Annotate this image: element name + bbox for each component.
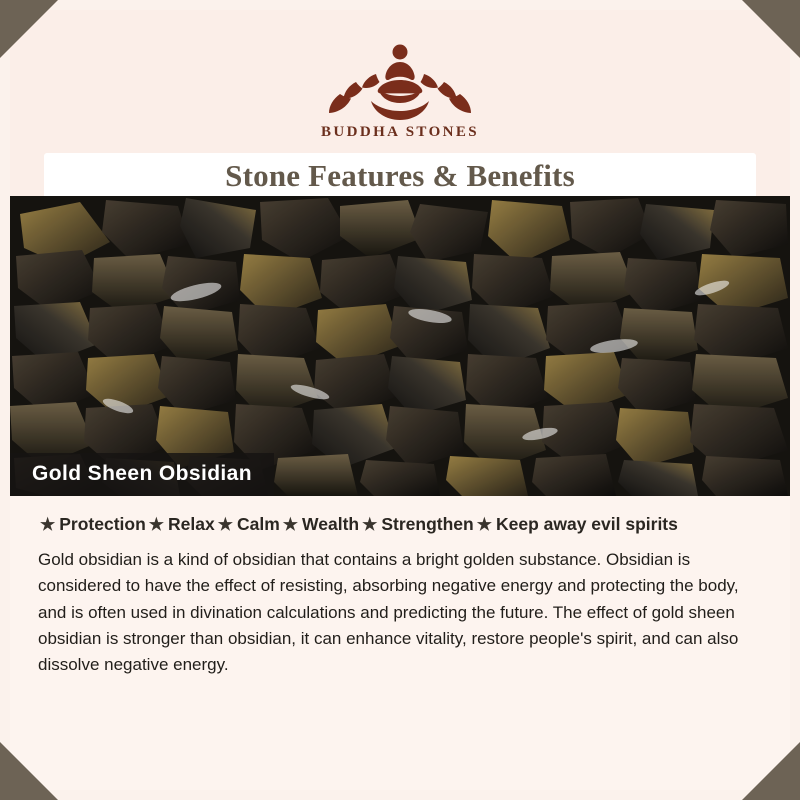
benefit-item [218,514,280,535]
benefits-list [38,514,762,535]
corner-decoration-bottom-left [0,742,58,800]
obsidian-chips-image [10,196,790,496]
poster-inner-frame [10,10,790,790]
benefit-label: Strengthen [381,514,474,534]
star-icon: ★ [282,514,299,534]
benefit-item [362,514,474,535]
star-icon: ★ [217,514,233,534]
corner-decoration-top-right [742,0,800,58]
description-text: Gold obsidian is a kind of obsidian that contains a bright golden substance. Obsidian is considered to have the effect of resisting, absorbing negative energy and protecting the body, and is often used in divination calculations and predicting the future. The effect of gold sheen obsidian is stronger than obsidian, it can enhance vitality, restore people's spirit, and can also dissolve negative energy. [38,550,739,675]
header-section [10,10,790,196]
benefit-item [149,514,215,535]
brand-name: BUDDHA STONES [320,124,480,140]
star-icon: ★ [148,514,165,534]
corner-decoration-top-left [0,0,58,58]
bottom-strip [10,752,790,790]
content-section [10,496,790,679]
corner-decoration-bottom-right [742,742,800,800]
benefit-label: Wealth [302,514,360,534]
lotus-meditation-icon [320,32,480,120]
benefit-label: Relax [168,514,215,534]
star-icon: ★ [362,514,378,534]
page-title: Stone Features & Benefits [225,158,575,193]
title-band [44,153,756,201]
benefit-label: Protection [59,514,146,534]
benefit-item [38,514,146,535]
product-photo [10,196,790,496]
star-icon: ★ [476,514,492,534]
benefit-label: Keep away evil spirits [495,514,678,534]
star-icon: ★ [40,514,56,534]
benefit-item [477,514,678,535]
photo-caption: Gold Sheen Obsidian [10,453,274,496]
benefit-label: Calm [237,514,280,534]
benefit-item [283,514,359,535]
brand-logo [10,32,790,141]
